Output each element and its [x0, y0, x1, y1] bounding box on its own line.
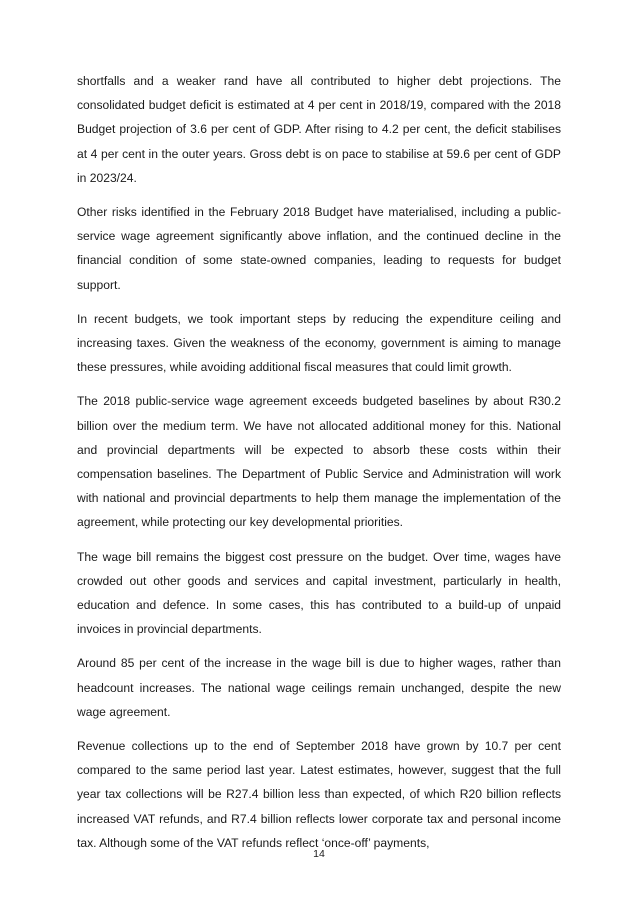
- paragraph-wage-agreement: The 2018 public-service wage agreement exceeds budgeted baselines by about R30.2 billion over the medium term. We have not allocated additional money for this. National and provincial departments will be expected to absorb these costs within their compensation baselines. The Department of Public Service and Administration will work with national and provincial departments to help them manage the implementation of the agreement, while protecting our key developmental priorities.: [77, 394, 561, 530]
- paragraph-wage-increase: Around 85 per cent of the increase in the wage bill is due to higher wages, rather than headcount increases. The national wage ceilings remain unchanged, despite the new wage agreement.: [77, 656, 561, 719]
- paragraph-debt-projections: shortfalls and a weaker rand have all contributed to higher debt projections. The consolidated budget deficit is estimated at 4 per cent in 2018/19, compared with the 2018 Budget projection of 3.6 per cent of GDP. After rising to 4.2 per cent, the deficit stabilises at 4 per cent in the outer years. Gross debt is on pace to stabilise at 59.6 per cent of GDP in 2023/24.: [77, 74, 561, 185]
- paragraph-wage-bill: The wage bill remains the biggest cost pressure on the budget. Over time, wages have crowded out other goods and services and capital investment, particularly in health, education and defence. In some cases, this has contributed to a build-up of unpaid invoices in provincial departments.: [77, 549, 561, 637]
- paragraph-revenue-collections: Revenue collections up to the end of September 2018 have grown by 10.7 per cent compared to the same period last year. Latest estimates, however, suggest that the full year tax collections will be R27.4 billion less than expected, of which R20 billion reflects increased VAT refunds, and R7.4 billion reflects lower corporate tax and personal income tax. Although some of the VAT refunds reflect ‘once-off’ payments,: [77, 739, 561, 850]
- paragraph-other-risks: Other risks identified in the February 2018 Budget have materialised, including a public-service wage agreement significantly above inflation, and the continued decline in the financial condition of some state-owned companies, leading to requests for budget support.: [77, 205, 561, 292]
- page-number: 14: [313, 848, 325, 860]
- paragraph-recent-budgets: In recent budgets, we took important steps by reducing the expenditure ceiling and increasing taxes. Given the weakness of the economy, government is aiming to manage these pressures, while avoiding additional fiscal measures that could limit growth.: [77, 311, 561, 375]
- body-text: [77, 69, 561, 865]
